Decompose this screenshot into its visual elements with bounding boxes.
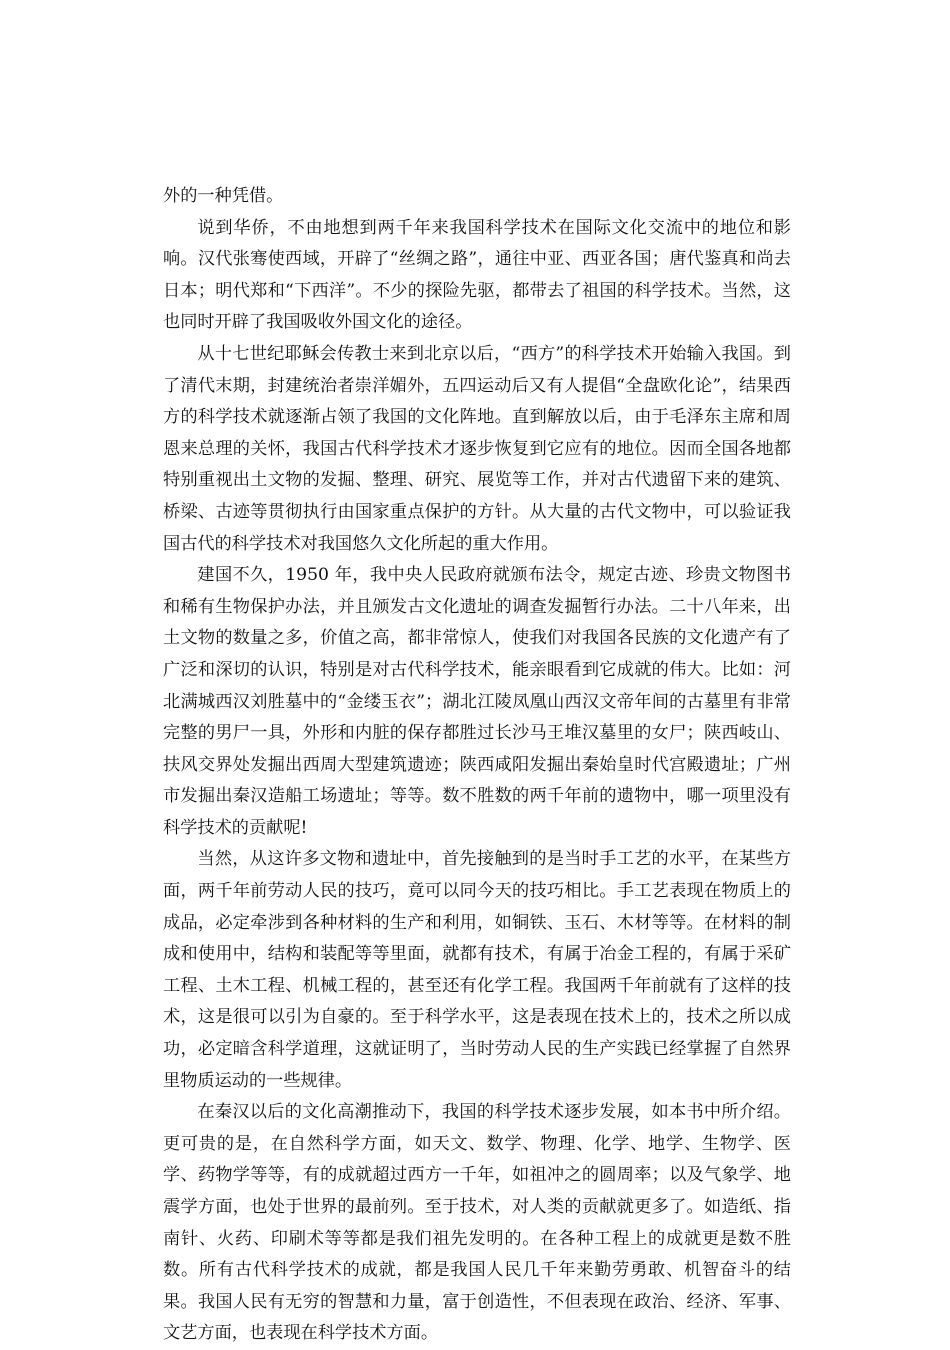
paragraph-qin-han-development: 在秦汉以后的文化高潮推动下，我国的科学技术逐步发展，如本书中所介绍。更可贵的是，在自然科学方面，如天文、数学、物理、化学、地学、生物学、医学、药物学等等，有的成就超过西方一千年，如祖冲之的圆周率；以及气象学、地震学方面，也处于世界的最前列。至于技术，对人类的贡献就更多了。如造纸、指南针、火药、印刷术等等都是我们祖先发明的。在各种工程上的成就更是数不胜数。所有古代科学技术的成就，都是我国人民几千年来勤劳勇敢、机智奋斗的结果。我国人民有无穷的智慧和力量，富于创造性，不但表现在政治、经济、军事、文艺方面，也表现在科学技术方面。	[163, 1102, 791, 1344]
paragraph-cultural-relics: 建国不久，1950 年，我中央人民政府就颁布法令，规定古迹、珍贵文物图书和稀有生物保护办法，并且颁发古文化遗址的调查发掘暂行办法。二十八年来，出土文物的数量之多，价值之高，都非常惊人，使我们对我国各民族的文化遗产有了广泛和深切的认识，特别是对古代科学技术，能亲眼看到它成就的伟大。比如：河北满城西汉刘胜墓中的“金缕玉衣”；湖北江陵凤凰山西汉文帝年间的古墓里有非常完整的男尸一具，外形和内脏的保存都胜过长沙马王堆汉墓里的女尸；陕西岐山、扶风交界处发掘出西周大型建筑遗迹；陕西咸阳发掘出秦始皇时代宫殿遗址；广州市发掘出秦汉造船工场遗址；等等。数不胜数的两千年前的遗物中，哪一项里没有科学技术的贡献呢!	[163, 565, 791, 838]
paragraph-western-science: 从十七世纪耶稣会传教士来到北京以后，“西方”的科学技术开始输入我国。到了清代末期，封建统治者崇洋媚外，五四运动后又有人提倡“全盘欧化论”，结果西方的科学技术就逐渐占领了我国的文化阵地。直到解放以后，由于毛泽东主席和周恩来总理的关怀，我国古代科学技术才逐步恢复到它应有的地位。因而全国各地都特别重视出土文物的发掘、整理、研究、展览等工作，并对古代遗留下来的建筑、桥梁、古迹等贯彻执行由国家重点保护的方针。从大量的古代文物中，可以验证我国古代的科学技术对我国悠久文化所起的重大作用。	[163, 343, 791, 554]
paragraph-continuation: 外的一种凭借。	[163, 186, 284, 206]
paragraph-overseas-chinese: 说到华侨，不由地想到两千年来我国科学技术在国际文化交流中的地位和影响。汉代张骞使西域，开辟了“丝绸之路”，通往中亚、西亚各国；唐代鉴真和尚去日本；明代郑和“下西洋”。不少的探险先驱，都带去了祖国的科学技术。当然，这也同时开辟了我国吸收外国文化的途径。	[163, 217, 791, 333]
paragraph-handicraft-level: 当然，从这许多文物和遗址中，首先接触到的是当时手工艺的水平，在某些方面，两千年前劳动人民的技巧，竟可以同今天的技巧相比。手工艺表现在物质上的成品，必定牵涉到各种材料的生产和利用，如铜铁、玉石、木材等等。在材料的制成和使用中，结构和装配等等里面，就都有技术，有属于冶金工程的，有属于采矿工程、土木工程、机械工程的，甚至还有化学工程。我国两千年前就有了这样的技术，这是很可以引为自豪的。至于科学水平，这是表现在技术上的，技术之所以成功，必定暗含科学道理，这就证明了，当时劳动人民的生产实践已经掌握了自然界里物质运动的一些规律。	[163, 849, 791, 1091]
document-page	[163, 181, 791, 1350]
